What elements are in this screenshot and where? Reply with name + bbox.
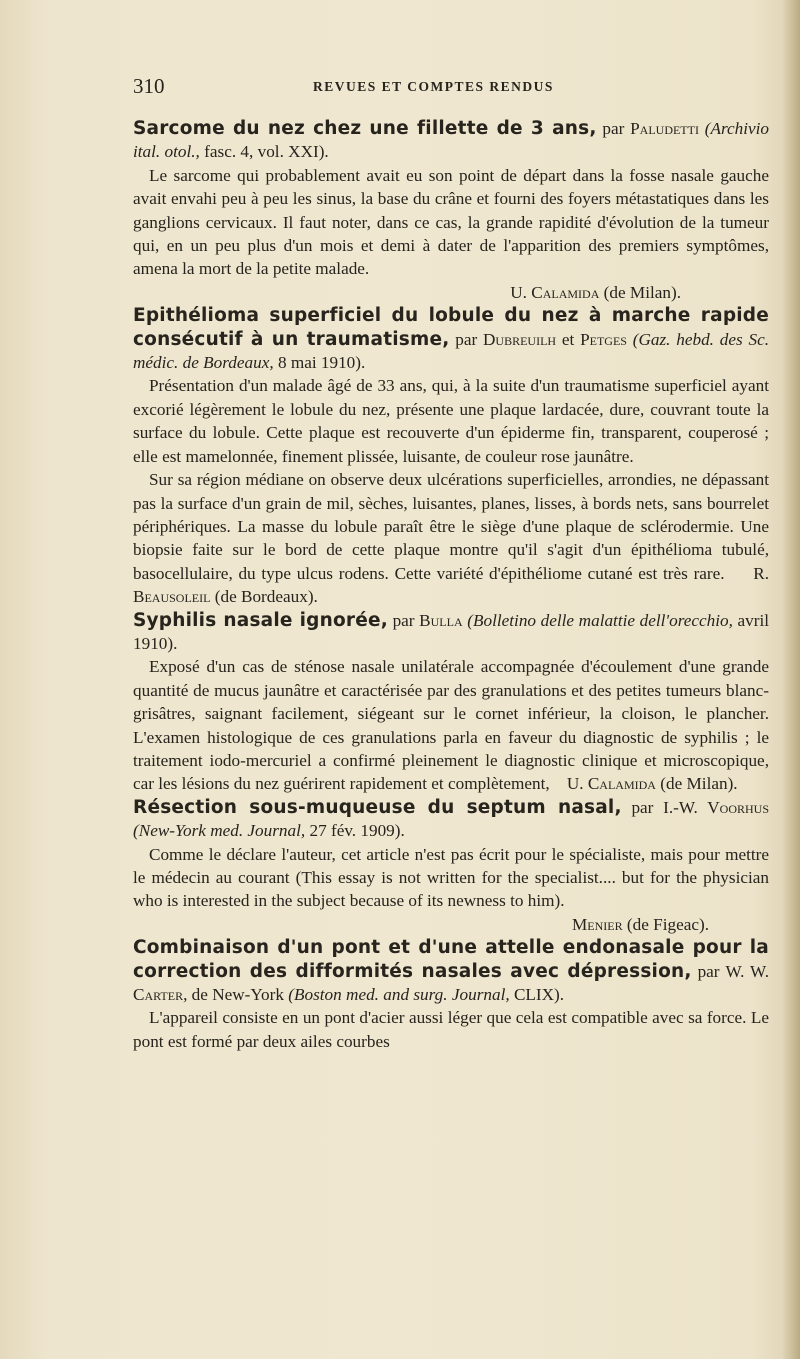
page-edge-shadow [782,0,800,1359]
reviewer-name: U. Calamida [510,282,600,302]
article-paragraph: Comme le déclare l'auteur, cet article n'est pas écrit pour le spécialiste, mais pour mettre le médecin au courant (This essay is not written for the specialist.... but for the physician who is interested in the subject because of its newness to him). [133,844,769,911]
reviewer-place: (de Bordeaux). [214,587,318,607]
article-paragraph: L'appareil consiste en un pont d'acier aussi léger que cela est compatible avec sa force. Le pont est formé par deux ailes courbes [133,1008,769,1051]
article-title: Sarcome du nez chez une fillette de 3 ans, [133,118,597,139]
by-text: par [697,961,720,981]
article-epithelioma [133,304,769,608]
by-text: par [602,119,625,138]
and-text: et [561,329,575,349]
article-author: Bulla [419,610,463,630]
page-header [133,74,771,98]
article-source-details: 8 mai 1910). [277,353,366,373]
reviewer-signature [133,281,769,304]
article-source: (New-York med. Journal, [133,821,306,841]
article-title: Combinaison d'un pont et d'une attelle endonasale pour la correction des difformités nasales avec dépression, [133,937,769,982]
article-source-details: CLIX). [513,985,565,1005]
article-source-details: fasc. 4, vol. XXI). [204,142,329,162]
article-author: Dubreuilh [483,329,557,349]
reviewer-name: U. Calamida [566,774,656,794]
article-sarcome [133,117,769,304]
article-paragraph-text: Sur sa région médiane on observe deux ulcérations superficielles, arrondies, ne dépassant pas la surface d'un grain de mil, sèches, luisantes, planes, lisses, à bords nets, sans bourrelet périphériques. La masse du lobule paraît être le siège d'une plaque de sclérodermie. Une biopsie faite sur le bord de cette plaque montre qu'il s'agit d'un épithélioma tubulé, basocellulaire, du type ulcus rodens. Cette variété d'épithéliome cutané est très rare. [133,470,769,583]
article-source: (Archivio ital. otol., [133,119,770,162]
reviewer-signature [133,913,769,936]
article-title: Syphilis nasale ignorée, [133,609,388,631]
article-source-prefix: de New-York [191,985,284,1005]
reviewer-place: (de Figeac). [626,914,709,934]
article-title: Résection sous-muqueuse du septum nasal, [133,796,622,818]
article-paragraph: Présentation d'un malade âgé de 33 ans, qui, à la suite d'un traumatisme superficiel ayant excorié légèrement le lobule du nez, présente une plaque lardacée, dure, couvrant toute la surface du lobule. Cette plaque est recouverte d'un épiderme fin, transparent, couperosé ; elle est mamelonnée, finement plissée, luisante, de couleur rose jaunâtre. [133,376,769,466]
article-resection [133,796,769,936]
article-source: (Boston med. and surg. Journal, [288,985,510,1005]
by-text: par [392,610,415,630]
running-title: REVUES ET COMPTES RENDUS [313,79,554,94]
article-paragraph-text: Exposé d'un cas de sténose nasale unilatérale accompagnée d'écoulement d'une grande quantité de mucus jaunâtre et caractérisée par des granulations et des petites tumeurs blanc-grisâtres, saignant facilement, siégeant sur le cornet inférieur, la cloison, le plancher. L'examen histologique de ces granulations parla en faveur du diagnostic de syphilis ; le traitement iodo-mercuriel a confirmé pleinement le diagnostic clinique et microscopique, car les lésions du nez guérirent rapidement et complètement, [133,657,769,794]
article-source-details: avril 1910). [133,610,770,653]
article-author: W. W. Carter, [133,961,769,1005]
article-author-2: Petges [580,329,627,349]
article-paragraph [133,468,769,608]
reviewer-name: Menier [572,914,623,934]
article-source: (Bolletino delle malattie dell'orecchio, [467,610,733,630]
article-author: Paludetti [630,119,699,138]
article-source: (Gaz. hebd. des Sc. médic. de Bordeaux, [133,329,770,373]
reviewer-place: (de Milan). [603,282,681,302]
article-title: Epithélioma superficiel du lobule du nez à marche rapide consécutif à un traumatisme, [133,305,769,350]
article-author: I.-W. Voorhus [663,797,770,817]
article-paragraph: Le sarcome qui probablement avait eu son point de départ dans la fosse nasale gauche avait envahi peu à peu les sinus, la base du crâne et fourni des foyers métastatiques dans les ganglions cervicaux. Il faut noter, dans ce cas, la grande rapidité d'évolution de la tumeur qui, en un peu plus d'un mois et demi à dater de l'apparition des premiers symptômes, amena la mort de la petite malade. [133,165,769,279]
reviewer-name: R. Beausoleil [133,563,770,607]
reviewer-place: (de Milan). [660,774,738,794]
article-source-details: 27 fév. 1909). [309,821,405,841]
article-syphilis [133,609,769,796]
by-text: par [631,797,654,817]
page-number: 310 [133,74,165,98]
article-paragraph [133,655,769,795]
by-text: par [455,329,478,349]
article-column [133,117,769,1053]
article-combinaison [133,936,769,1053]
